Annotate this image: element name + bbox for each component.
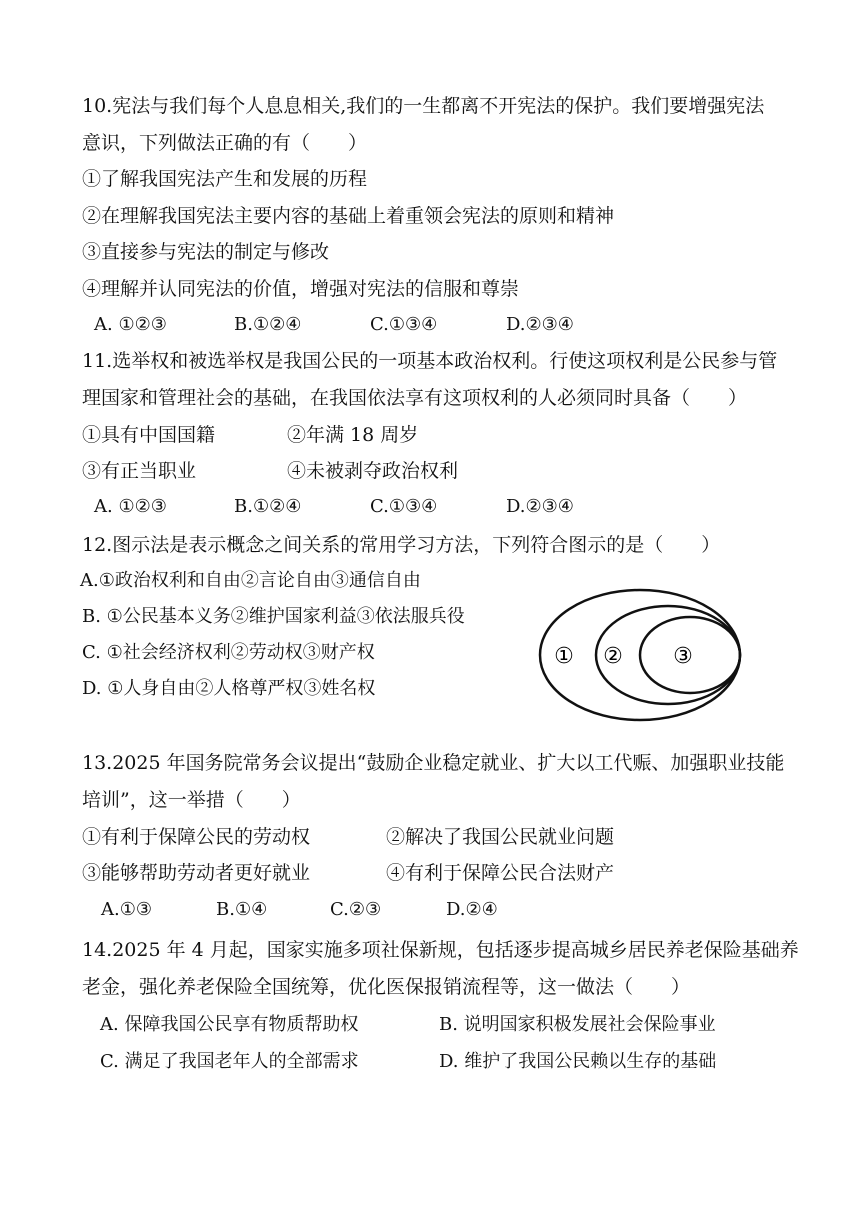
q12-option-c[interactable]: C. ①社会经济权利②劳动权③财产权 [82, 642, 375, 663]
q13-option-c[interactable]: C.②③ [330, 899, 382, 920]
q11-item-1: ①具有中国国籍 [82, 424, 216, 446]
q10-option-c[interactable]: C.①③④ [370, 314, 438, 335]
q10-stem-line1: 10.宪法与我们每个人息息相关,我们的一生都离不开宪法的保护。我们要增强宪法 [82, 95, 765, 117]
q13-item-3: ③能够帮助劳动者更好就业 [82, 862, 311, 884]
nested-circles-diagram [538, 586, 748, 726]
q13-stem-line2: 培训”，这一举措（ ） [82, 789, 301, 811]
q13-option-b[interactable]: B.①④ [216, 899, 268, 920]
q14-stem-line1: 14.2025 年 4 月起，国家实施多项社保新规，包括逐步提高城乡居民养老保险基础养 [82, 939, 799, 961]
q10-item-1: ①了解我国宪法产生和发展的历程 [82, 168, 368, 190]
q10-item-3: ③直接参与宪法的制定与修改 [82, 241, 330, 263]
q12-option-a[interactable]: A.①政治权利和自由②言论自由③通信自由 [80, 570, 421, 591]
q10-option-a[interactable]: A. ①②③ [94, 314, 167, 335]
q14-stem-line2: 老金，强化养老保险全国统筹，优化医保报销流程等，这一做法（ ） [82, 976, 691, 998]
q14-option-a[interactable]: A. 保障我国公民享有物质帮助权 [100, 1014, 359, 1035]
q13-option-d[interactable]: D.②④ [446, 899, 498, 920]
q11-item-4: ④未被剥夺政治权利 [287, 460, 459, 482]
q14-option-d[interactable]: D. 维护了我国公民赖以生存的基础 [439, 1051, 717, 1072]
q11-option-a[interactable]: A. ①②③ [94, 496, 167, 517]
q12-stem: 12.图示法是表示概念之间关系的常用学习方法，下列符合图示的是（ ） [82, 534, 721, 556]
q11-item-3: ③有正当职业 [82, 460, 197, 482]
q10-option-b[interactable]: B.①②④ [234, 314, 302, 335]
q13-item-2: ②解决了我国公民就业问题 [386, 826, 615, 848]
diagram-label-3: ③ [673, 644, 693, 669]
q12-option-d[interactable]: D. ①人身自由②人格尊严权③姓名权 [82, 678, 376, 699]
q12-option-b[interactable]: B. ①公民基本义务②维护国家利益③依法服兵役 [82, 606, 465, 627]
q10-item-4: ④理解并认同宪法的价值，增强对宪法的信服和尊崇 [82, 278, 520, 300]
q13-item-1: ①有利于保障公民的劳动权 [82, 826, 311, 848]
q11-option-c[interactable]: C.①③④ [370, 496, 438, 517]
q10-option-d[interactable]: D.②③④ [506, 314, 574, 335]
q13-stem-line1: 13.2025 年国务院常务会议提出“鼓励企业稳定就业、扩大以工代赈、加强职业技能 [82, 752, 785, 774]
q10-item-2: ②在理解我国宪法主要内容的基础上着重领会宪法的原则和精神 [82, 205, 615, 227]
q14-option-b[interactable]: B. 说明国家积极发展社会保险事业 [439, 1014, 716, 1035]
q11-stem-line1: 11.选举权和被选举权是我国公民的一项基本政治权利。行使这项权利是公民参与管 [82, 350, 778, 372]
q13-option-a[interactable]: A.①③ [101, 899, 152, 920]
q11-stem-line2: 理国家和管理社会的基础，在我国依法享有这项权利的人必须同时具备（ ） [82, 387, 748, 409]
q11-option-b[interactable]: B.①②④ [234, 496, 302, 517]
q11-option-d[interactable]: D.②③④ [506, 496, 574, 517]
diagram-label-1: ① [554, 644, 574, 669]
q10-stem-line2: 意识，下列做法正确的有（ ） [82, 132, 368, 154]
q14-option-c[interactable]: C. 满足了我国老年人的全部需求 [100, 1051, 359, 1072]
q11-item-2: ②年满 18 周岁 [287, 424, 419, 446]
diagram-label-2: ② [603, 644, 623, 669]
q13-item-4: ④有利于保障公民合法财产 [386, 862, 615, 884]
